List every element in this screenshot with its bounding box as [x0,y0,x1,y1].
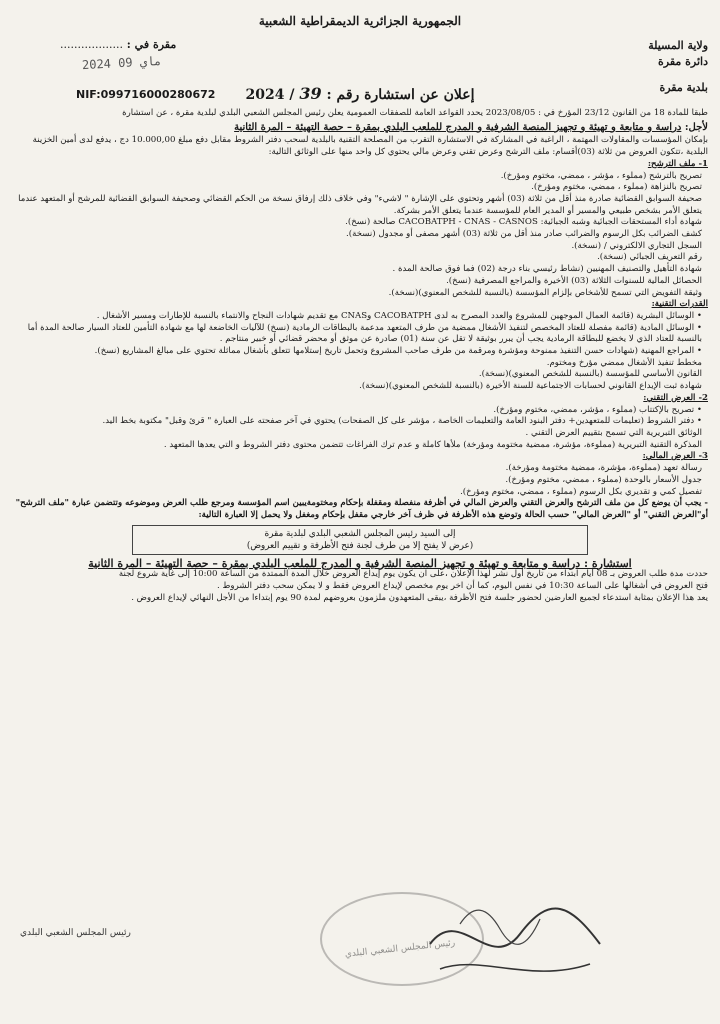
date-line [60,38,176,51]
closing-line: يعد هذا الإعلان بمثابة استدعاء لجميع العارضين لحضور جلسة فتح الأظرفة ،يبقى المتعهدون ملزمون بعروضهم لمدة 90 يوم إبتداءا من الأجل النهائي لإيداع العروض . [131,592,708,603]
list-item: رقم التعريف الجبائي (نسخة). [597,252,702,263]
makka-label: مقرة في : [126,38,177,51]
page-title [0,84,720,103]
list-item: تفصيل كمي و تقديري بكل الرسوم (مملوء ، ممضي، مختوم ومؤرخ). [460,486,702,497]
stamp-text: رئيس المجلس الشعبي البلدي [344,938,456,960]
republic-header: الجمهورية الجزائرية الديمقراطية الشعبية [258,14,462,28]
list-item: تصريح بالترشح (مملوء ، مؤشر ، ممضي، مختوم ومؤرخ). [500,170,702,181]
list-item: شهادة التأهيل والتصنيف المهنيين (نشاط رئيسي بناء درجة (02) فما فوق صالحة المدة . [392,264,702,275]
date-dots: .................. [60,38,123,51]
envelope-note: - يجب أن يوضع كل من ملف الترشح والعرض التقني والعرض المالي في أظرفة منفصلة ومقفلة بإحكام ومختومةيبين اسم المؤسسة ومرجع طلب العرض وموضوعه وتتضمن عبارة "ملف الترشح" أو"العرض التقني" أو "العرض المالي" حسب الحالة وتوضع هذه الأظرفة في ظرف آخر خارجي مقفل بإحكام ومغفل ولا يحمل إلا العبارة التالية: [15,498,708,520]
daira-label: دائرة مقرة [658,55,708,68]
list-item: مخطط تنفيذ الأشغال ممضي مؤرخ ومختوم. [546,357,702,368]
list-item: الوثائق التبريرية التي تسمح بتقييم العرض التقني . [525,427,702,438]
list-item: تصريح بالنزاهة (مملوء ، ممضي، مختوم ومؤرخ). [531,182,702,193]
list-item: رسالة تعهد (مملوءة، مؤشرة، ممضية مختومة ومؤرخة). [505,463,702,474]
list-item: الحصائل المالية للسنوات الثلاثة (03) الأخيرة والمراجع المصرفية (نسخ). [446,275,702,286]
nif-number: NIF:099716000280672 [76,88,216,101]
technical-note: المذكرة التقنية التبريرية (مملوءة، مؤشرة، ممضية مختومة ومؤرخة) ملأها كاملة و عدم ترك الفراغات تتضمن محتوى دفتر الشروط و التي يعدها المتعهد . [163,439,702,450]
title-text: إعلان عن استشارة رقم : [326,87,475,103]
title-number: 39 [299,84,322,103]
list-item: شهادة أداء المستحقات الجبائية وشبه الجبائية: CACOBATPH - CNAS - CASNOS صالحة (نسخ). [345,217,702,228]
envelope-box [132,525,588,555]
object-label: لأجل: [684,121,708,133]
intro-details: بإمكان المؤسسات والمقاولات المهتمة ، الراغبة في المشاركة في الاستشارة التقرب من المصلحة التقنية بالبلدية لسحب دفتر الشروط مقابل دفع مبلغ 10.000,00 دج ، يدفع لدى أمين الخزينة البلدية ،تتكون العروض من ثلاثة (03)أقسام: ملف الترشح وعرض تقني وعرض مالي يحتوي كل واحد منها على الوثائق التالية: [32,135,708,158]
list-item: وثيقة التفويض التي تسمح للأشخاص بإلزام المؤسسة (بالنسبة للشخص المعنوي)(نسخة). [388,287,702,298]
capacities-title: القدرات التقنية: [651,299,708,310]
signature-caption: رئيس المجلس الشعبي البلدي [20,928,131,938]
list-item: القانون الأساسي للمؤسسة (بالنسبة للشخص المعنوي)(نسخة). [478,369,702,380]
section-3-title: 3- العرض المالي: [642,451,708,462]
closing-line: فتح العروض في أشغالها على الساعة 10:30 في نفس اليوم، كما أن اخر يوم مخصص لإيداع العروض فقط و لا يمكن سحب دفتر الشروط . [217,581,708,592]
list-item: كشف الضرائب بكل الرسوم والضرائب صادر منذ أقل من ثلاثة (03) أشهر مصفى أو مجدول (نسخة). [346,229,702,240]
announcement-body [12,108,708,604]
list-item: • المراجع المهنية (شهادات حسن التنفيذ ممنوحة ومؤشرة ومرقمة من طرف صاحب المشروع وتحمل تاريخ إستلامها تتعلق بأشغال مماثلة تحتوي على مبالغ المشاريع (نسخ). [12,346,708,358]
list-item: • تصريح بالإكتتاب (مملوء ، مؤشر، ممضي، مختوم ومؤرخ). [12,405,708,417]
date-stamp: 2024 ماي 09 [81,53,162,73]
intro-paragraph: طبقا للمادة 18 من القانون 23/12 المؤرخ في : 2023/08/05 يحدد القواعد العامة للصفقات العمومية يعلن رئيس المجلس الشعبي البلدي لبلدية مقرة ، عن استشارة [122,108,708,118]
envelope-box-line2: (عرض لا يفتح إلا من طرف لجنة فتح الأظرفة و تقييم العروض) [246,540,474,551]
envelope-box-line1: إلى السيد رئيس المجلس الشعبي البلدي لبلدية مقرة [264,528,456,539]
list-item: • دفتر الشروط (تعليمات للمتعهدين+ دفتر البنود العامة والتعليمات الخاصة ، مؤشر على كل الصفحات) يحتوي في آخر صفحته على العبارة " قرئ وقبل" مكتوبة بخط اليد. [12,416,708,428]
signature [420,874,610,994]
list-item: السجل التجاري الالكتروني / (نسخة). [571,240,702,251]
list-item: شهادة ثبت الإيداع القانوني لحسابات الاجتماعية للسنة الأخيرة (بالنسبة للشخص المعنوي)(نسخة). [359,381,702,392]
baladia-label: بلدية مقرة [659,81,708,94]
title-year: / 2024 [245,87,295,103]
list-item: • الوسائل المادية (قائمة مفصلة للعتاد المخصص لتنفيذ الأشغال ممضية من طرف المتعهد مدعمة بالبطاقات الرمادية (نسخ) للآليات الخاضعة لها مع شهادة التأمين للعتاد السيار صالحة المدة أما بالنسبة للعتاد الذي لا يخضع للبطاقة الرمادية يجب أن يبرر بوثيقة لا تقل عن سنة (01) صادرة عن موثق أو محضر قضائي أو خبير منتاجم . [12,323,708,346]
object-line [12,122,708,134]
section-2-title: 2- العرض التقني: [643,392,708,403]
list-item: جدول الأسعار بالوحدة (مملوء ، ممضي، مختوم ومؤرخ). [505,474,702,485]
istishara-heading: استشارة : دراسة و متابعة و تهيئة و تجهيز المنصة الشرفية و المدرج للملعب البلدي بمقرة – حصة التهيئة – المرة الثانية [88,556,632,570]
wilaya-label: ولاية المسيلة [648,39,708,52]
object-text: دراسة و متابعة و تهيئة و تجهيز المنصة الشرفية و المدرج للملعب البلدي بمقرة – حصة التهيئة – المرة الثانية [234,121,682,133]
list-item: • الوسائل البشرية (قائمة العمال الموجهين للمشروع والعدد المصرح به لدى CACOBATPH وCNAS مع تقديم شهادات النجاح والانتماء بالنسبة للإطارات ومسير الأشغال . [12,311,708,323]
closing-line: حددت مدة طلب العروض بـ 08 أيام ابتداء من تاريخ أول نشر لهذا الإعلان ،على ان يكون يوم إيداع العروض خلال المدة الممتدة من الساعة 10:00 إلى غاية شروع لجنة [118,569,708,580]
section-1-title: 1- ملف الترشح: [647,158,708,169]
list-item: صحيفة السوابق القضائية صادرة منذ أقل من ثلاثة (03) أشهر وتحتوي على الإشارة " لاشيء" وفي خلاف ذلك إرفاق نسخة من الحكم القضائي وصحيفة السوابق القضائية للمرشح أو المتعهد عندما يتعلق الأمر بشخص طبيعي والمسير أو المدير العام للمؤسسة عندما يتعلق الأمر بشركة. [18,193,702,216]
